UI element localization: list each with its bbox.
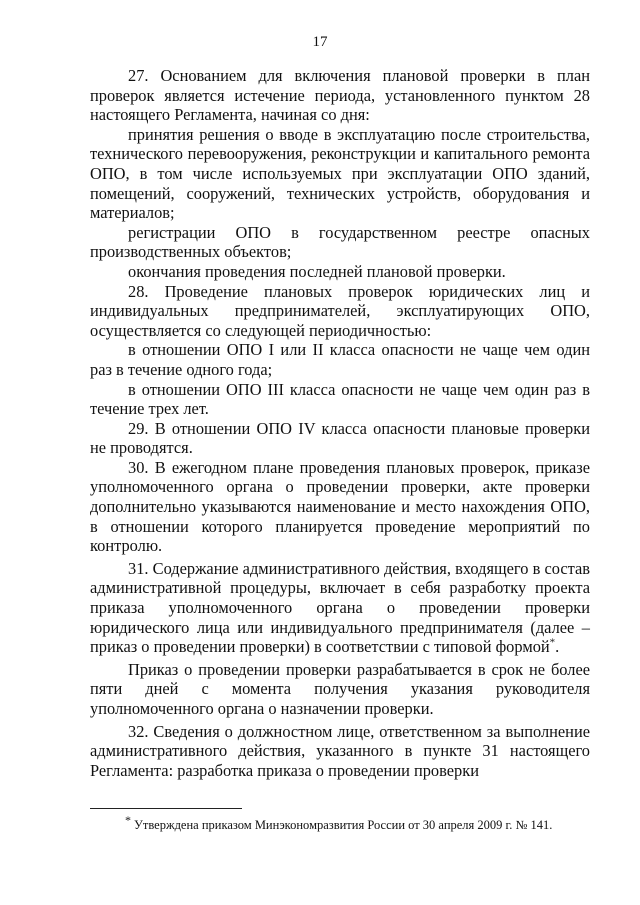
footnote-mark: *	[125, 812, 131, 827]
page-number: 17	[312, 34, 328, 50]
paragraph-27-item-1: принятия решения о вводе в эксплуатацию после строительства, технического перевооружения, реконструкции и капитального ремонта ОПО, в том числе используемых при эксплуатации ОПО зданий, помещений, сооружений, технических устройств, оборудования и материалов;	[90, 124, 590, 223]
paragraph-31-text: 31. Содержание административного действия, входящего в состав административной процедуры, включает в себя разработку проекта приказа уполномоченного органа о проведении проверки юридического лица или индивидуального предпринимателя (далее – приказ о проведении проверки) в соответствии с типовой формой	[90, 558, 590, 657]
paragraph-30: 30. В ежегодном плане проведения плановых проверок, приказе уполномоченного органа о проведении проверки, акте проверки дополнительно указываются наименование и место нахождения ОПО, в отношении которого планируется проведение мероприятий по контролю.	[90, 457, 590, 556]
footnote-separator	[90, 808, 242, 809]
paragraph-31-order-deadline: Приказ о проведении проверки разрабатывается в срок не более пяти дней с момента получения указания руководителя уполномоченного органа о назначении проверки.	[90, 659, 590, 718]
paragraph-28-item-1: в отношении ОПО I или II класса опасности не чаще чем один раз в течение одного года;	[90, 340, 590, 379]
paragraph-28: 28. Проведение плановых проверок юридических лиц и индивидуальных предпринимателей, эксплуатирующих ОПО, осуществляется со следующей периодичностью:	[90, 281, 590, 340]
footnote	[125, 812, 595, 833]
paragraph-27-item-3: окончания проведения последней плановой проверки.	[128, 261, 506, 281]
paragraph-27: 27. Основанием для включения плановой проверки в план проверок является истечение периода, установленного пунктом 28 настоящего Регламента, начиная со дня:	[90, 66, 590, 125]
paragraph-28-item-2: в отношении ОПО III класса опасности не чаще чем один раз в течение трех лет.	[90, 379, 590, 419]
paragraph-31	[90, 559, 590, 657]
paragraph-27-item-2: регистрации ОПО в государственном реестре опасных производственных объектов;	[90, 222, 590, 262]
document-body	[90, 66, 590, 780]
paragraph-29: 29. В отношении ОПО IV класса опасности плановые проверки не проводятся.	[90, 418, 590, 458]
paragraph-32: 32. Сведения о должностном лице, ответственном за выполнение административного действия, указанного в пункте 31 настоящего Регламента: разработка приказа о проведении проверки	[90, 721, 590, 780]
footnote-text: Утверждена приказом Минэкономразвития России от 30 апреля 2009 г. № 141.	[134, 818, 553, 832]
paragraph-31-end: .	[555, 637, 560, 657]
footnote-reference-mark: *	[549, 636, 556, 649]
